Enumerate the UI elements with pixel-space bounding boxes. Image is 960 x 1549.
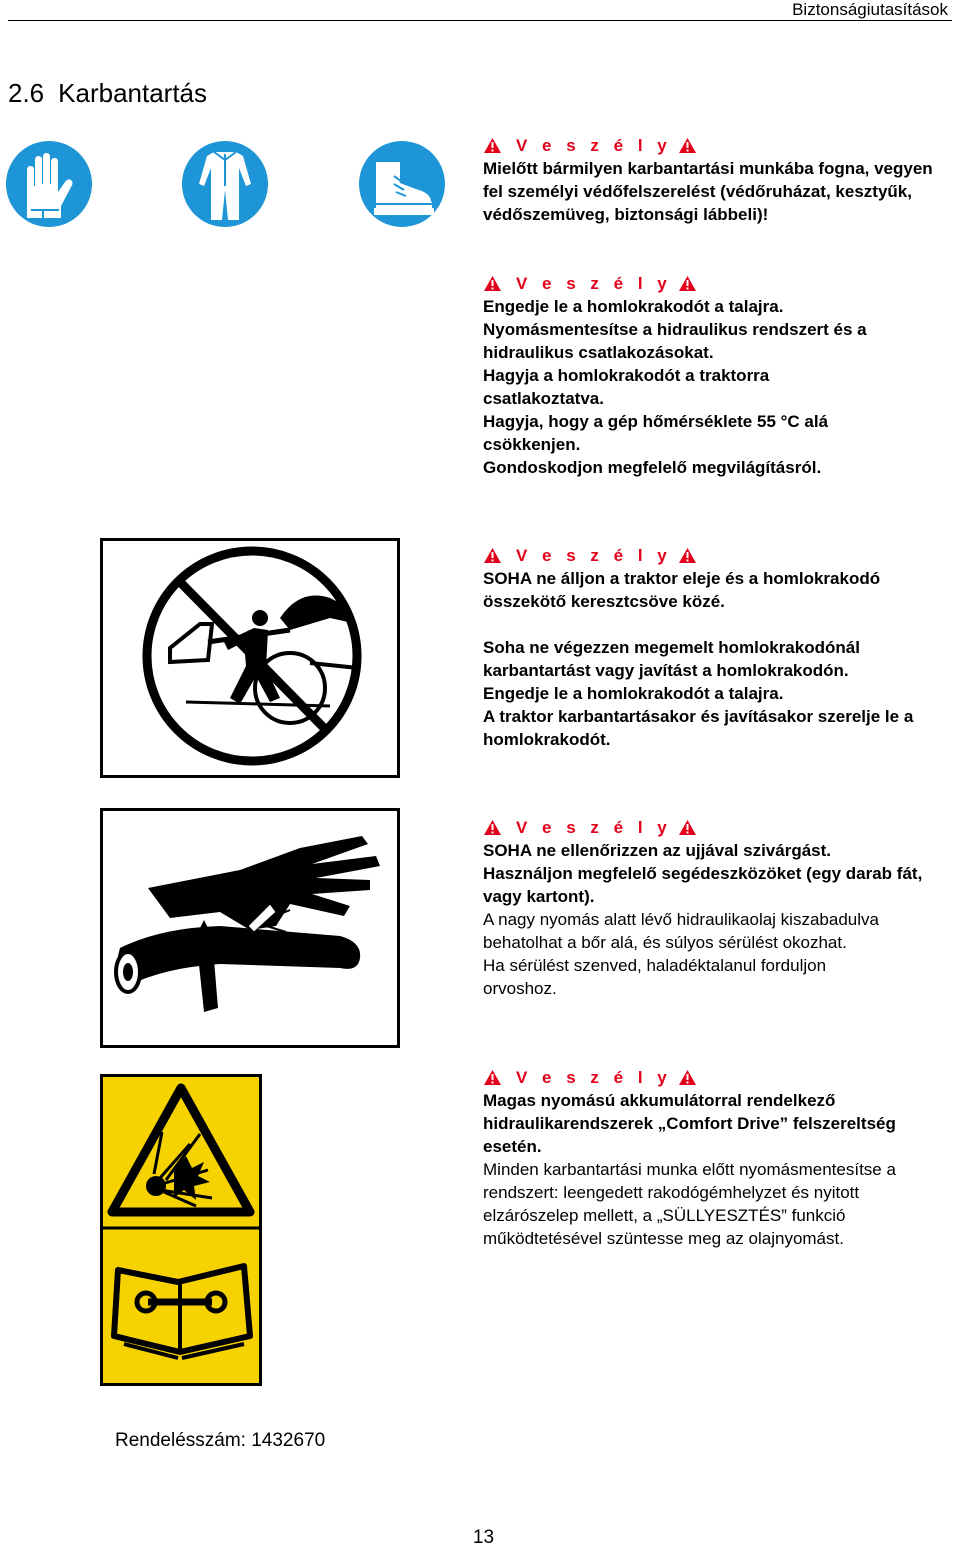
warning-text: A nagy nyomás alatt lévő hidraulikaolaj kiszabadulva behatolhat a bőr alá, és súlyos sérülést okozhat. xyxy=(483,910,879,952)
order-number: Rendelésszám: 1432670 xyxy=(115,1430,326,1451)
warning-block-preparation xyxy=(483,272,960,479)
warning-text: Hagyja a homlokrakodót a traktorra csatlakoztatva. xyxy=(483,366,770,408)
warning-text: Soha ne végezzen megemelt homlokrakodónál karbantartást vagy javítást a homlokrakodón. xyxy=(483,638,860,680)
page-number: 13 xyxy=(472,1527,495,1548)
warning-heading xyxy=(483,544,960,567)
running-header: Biztonságiutasítások xyxy=(792,0,948,19)
warning-heading xyxy=(483,1066,960,1089)
warning-text: Gondoskodjon megfelelő megvilágításról. xyxy=(483,458,822,477)
section-number: 2.6 xyxy=(8,78,45,108)
section-name: Karbantartás xyxy=(58,78,208,108)
warning-triangle-icon xyxy=(483,137,502,154)
warning-triangle-icon xyxy=(678,1069,697,1086)
warning-triangle-icon xyxy=(483,275,502,292)
warning-word: V e s z é l y xyxy=(516,136,672,155)
warning-text: Mielőtt bármilyen karbantartási munkába fogna, vegyen fel személyi védőfelszerelést (védőruházat, kesztyűk, védőszemüveg, biztonsági lábbeli)! xyxy=(483,159,933,224)
warning-triangle-icon xyxy=(678,137,697,154)
warning-triangle-icon xyxy=(483,547,502,564)
protective-suit-icon xyxy=(181,140,269,228)
paragraph-gap xyxy=(483,613,960,636)
hydraulic-injection-hazard-sign xyxy=(100,808,400,1048)
header-divider xyxy=(8,20,952,21)
warning-text: Engedje le a homlokrakodót a talajra. xyxy=(483,684,784,703)
warning-text: A traktor karbantartásakor és javításakor szerelje le a homlokrakodót. xyxy=(483,707,914,749)
explosion-hazard-manual-sign xyxy=(100,1074,262,1386)
warning-block-ppe xyxy=(483,134,960,226)
warning-block-accumulator xyxy=(483,1066,960,1250)
section-title xyxy=(8,78,207,109)
warning-text: Ha sérülést szenved, haladéktalanul forduljon orvoshoz. xyxy=(483,956,827,998)
warning-text: Engedje le a homlokrakodót a talajra. xyxy=(483,297,784,316)
warning-text: Minden karbantartási munka előtt nyomásmentesítse a rendszert: leengedett rakodógémhelyzet és nyitott elzárószelep mellett, a „SÜLLYESZTÉS” funkció működtetésével szüntesse meg az olajnyomást. xyxy=(483,1160,896,1248)
warning-triangle-icon xyxy=(678,819,697,836)
warning-text: Nyomásmentesítse a hidraulikus rendszert és a hidraulikus csatlakozásokat. xyxy=(483,320,867,362)
warning-block-crushing xyxy=(483,544,960,751)
no-standing-between-tractor-and-loader-sign xyxy=(100,538,400,778)
warning-word: V e s z é l y xyxy=(516,1068,672,1087)
warning-triangle-icon xyxy=(678,547,697,564)
warning-triangle-icon xyxy=(483,819,502,836)
warning-text: Hagyja, hogy a gép hőmérséklete 55 °C alá csökkenjen. xyxy=(483,412,829,454)
warning-word: V e s z é l y xyxy=(516,274,672,293)
warning-text: Használjon megfelelő segédeszközöket (egy darab fát, vagy kartont). xyxy=(483,864,923,906)
safety-boot-icon xyxy=(358,140,446,228)
warning-triangle-icon xyxy=(678,275,697,292)
warning-heading xyxy=(483,816,960,839)
warning-heading xyxy=(483,272,960,295)
warning-word: V e s z é l y xyxy=(516,818,672,837)
warning-text: Magas nyomású akkumulátorral rendelkező hidraulikarendszerek „Comfort Drive” felszereltség esetén. xyxy=(483,1091,896,1156)
warning-text: SOHA ne ellenőrizzen az ujjával szivárgást. xyxy=(483,841,831,860)
warning-text: SOHA ne álljon a traktor eleje és a homlokrakodó összekötő keresztcsöve közé. xyxy=(483,569,881,611)
warning-word: V e s z é l y xyxy=(516,546,672,565)
warning-triangle-icon xyxy=(483,1069,502,1086)
warning-block-hydraulic-leak xyxy=(483,816,960,1000)
gloves-icon xyxy=(5,140,93,228)
warning-heading xyxy=(483,134,960,157)
